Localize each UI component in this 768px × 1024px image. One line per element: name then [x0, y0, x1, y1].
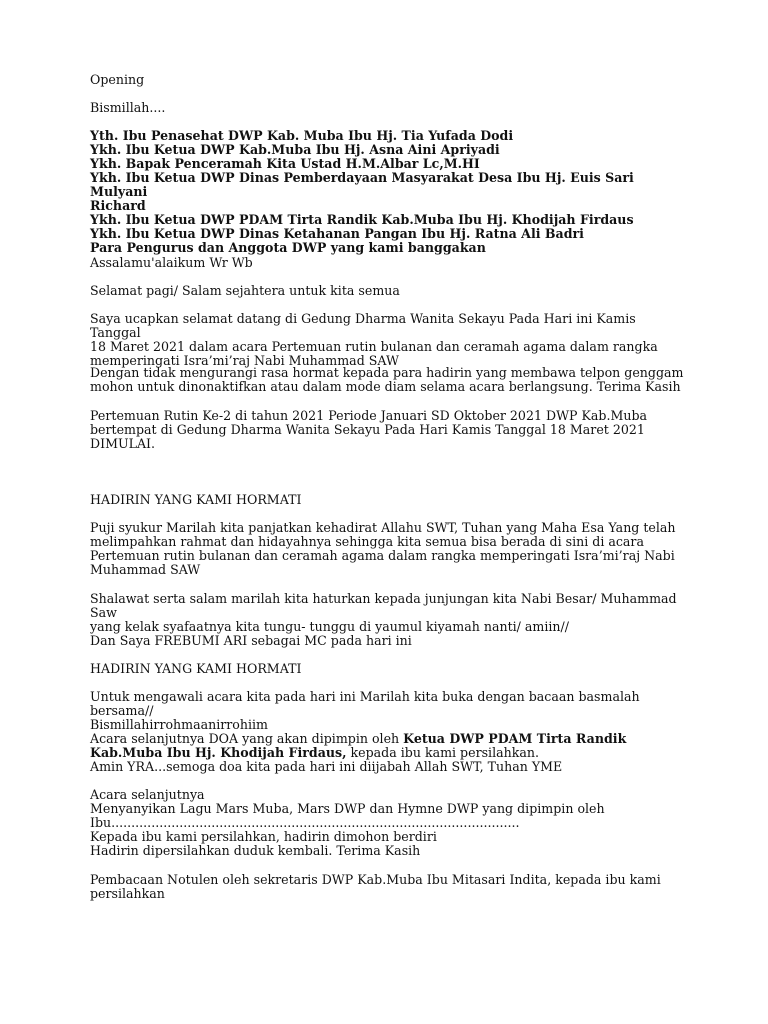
paragraph-line: yang kelak syafaatnya kita tungu- tunggu di yaumul kiyamah nanti/ amiin// — [90, 619, 570, 634]
heading-line: HADIRIN YANG KAMI HORMATI — [90, 661, 302, 676]
salam-text — [90, 256, 690, 270]
paragraph-line: Pembacaan Notulen oleh sekretaris DWP Kab.Muba Ibu Mitasari Indita, kepada ibu kami — [90, 872, 661, 887]
paragraph-line: Shalawat serta salam marilah kita haturkan kepada junjungan kita Nabi Besar/ Muhammad Saw — [90, 591, 677, 620]
paragraph-line: melimpahkan rahmat dan hidayahnya sehingga kita semua bisa berada di sini di acara — [90, 534, 644, 549]
paragraph-line: Menyanyikan Lagu Mars Muba, Mars DWP dan Hymne DWP yang dipimpin oleh — [90, 801, 605, 816]
mars-paragraph — [90, 788, 690, 858]
paragraph-line: Kepada ibu kami persilahkan, hadirin dimohon berdiri — [90, 829, 437, 844]
mars-leader-blank: ...................................................................................................... — [111, 815, 520, 830]
pagi-text — [90, 284, 690, 298]
doa-paragraph — [90, 732, 690, 774]
paragraph-line: Hadirin dipersilahkan duduk kembali. Terima Kasih — [90, 843, 421, 858]
syukur-paragraph — [90, 521, 690, 577]
doa-line-1 — [90, 732, 690, 746]
greeting-line: Ykh. Ibu Ketua DWP PDAM Tirta Randik Kab.Muba Ibu Hj. Khodijah Firdaus — [90, 212, 634, 227]
mars-leader-label: Ibu — [90, 815, 112, 830]
doa-leader-text: Ketua DWP PDAM Tirta Randik — [403, 731, 627, 746]
greeting-line: Richard — [90, 198, 146, 213]
hadirin-heading-2 — [90, 662, 690, 676]
paragraph-line: memperingati Isra’mi’raj Nabi Muhammad SAW — [90, 353, 399, 368]
paragraph-line: bertempat di Gedung Dharma Wanita Sekayu Pada Hari Kamis Tanggal 18 Maret 2021 — [90, 422, 645, 437]
bismillah-line: Bismillah.... — [90, 100, 166, 115]
notulen-paragraph — [90, 873, 690, 901]
phones-paragraph — [90, 366, 690, 394]
greetings-block — [90, 129, 690, 255]
greeting-line: Ykh. Ibu Ketua DWP Kab.Muba Ibu Hj. Asna Aini Apriyadi — [90, 142, 500, 157]
salam-line: Assalamu'alaikum Wr Wb — [90, 255, 253, 270]
paragraph-line: mohon untuk dinonaktifkan atau dalam mode diam selama acara berlangsung. Terima Kasih — [90, 379, 681, 394]
mars-leader-line — [90, 816, 690, 830]
greeting-line: Ykh. Ibu Ketua DWP Dinas Ketahanan Pangan Ibu Hj. Ratna Ali Badri — [90, 226, 584, 241]
doa-intro-text: Acara selanjutnya DOA yang akan dipimpin oleh — [90, 731, 404, 746]
doa-leader-name: Kab.Muba Ibu Hj. Khodijah Firdaus, — [90, 745, 347, 760]
bismillah-text — [90, 101, 690, 115]
greeting-line: Yth. Ibu Penasehat DWP Kab. Muba Ibu Hj. Tia Yufada Dodi — [90, 128, 514, 143]
doa-invite-text: kepada ibu kami persilahkan. — [346, 745, 539, 760]
pagi-line: Selamat pagi/ Salam sejahtera untuk kita semua — [90, 283, 400, 298]
mc-text — [90, 634, 690, 648]
paragraph-line: Pertemuan rutin bulanan dan ceramah agama dalam rangka memperingati Isra’mi’raj Nabi — [90, 548, 675, 563]
paragraph-line: Acara selanjutnya — [90, 787, 205, 802]
greeting-line: Ykh. Ibu Ketua DWP Dinas Pemberdayaan Masyarakat Desa Ibu Hj. Euis Sari Mulyani — [90, 170, 634, 199]
paragraph-line: 18 Maret 2021 dalam acara Pertemuan rutin bulanan dan ceramah agama dalam rangka — [90, 339, 658, 354]
meeting-paragraph — [90, 409, 690, 451]
mc-line: Dan Saya FREBUMI ARI sebagai MC pada hari ini — [90, 633, 412, 648]
hadirin-heading-1 — [90, 493, 690, 507]
paragraph-line: Dengan tidak mengurangi rasa hormat kepada para hadirin yang membawa telpon genggam — [90, 365, 684, 380]
heading-line: HADIRIN YANG KAMI HORMATI — [90, 492, 302, 507]
paragraph-line: Pertemuan Rutin Ke-2 di tahun 2021 Periode Januari SD Oktober 2021 DWP Kab.Muba — [90, 408, 648, 423]
doa-line-3: Amin YRA...semoga doa kita pada hari ini diijabah Allah SWT, Tuhan YME — [90, 759, 563, 774]
doa-line-2 — [90, 746, 690, 760]
greeting-line: Para Pengurus dan Anggota DWP yang kami banggakan — [90, 240, 486, 255]
paragraph-line: Bismillahirrohmaanirrohiim — [90, 717, 268, 732]
paragraph-line: persilahkan — [90, 886, 165, 901]
paragraph-line: Puji syukur Marilah kita panjatkan kehadirat Allahu SWT, Tuhan yang Maha Esa Yang telah — [90, 520, 676, 535]
paragraph-line: Saya ucapkan selamat datang di Gedung Dharma Wanita Sekayu Pada Hari ini Kamis Tanggal — [90, 311, 636, 340]
paragraph-line: Muhammad SAW — [90, 562, 201, 577]
basmalah-paragraph — [90, 690, 690, 732]
shalawat-paragraph — [90, 592, 690, 634]
opening-line: Opening — [90, 72, 145, 87]
paragraph-line: DIMULAI. — [90, 436, 156, 451]
opening-text — [90, 73, 690, 87]
welcome-paragraph — [90, 312, 690, 368]
greeting-line: Ykh. Bapak Penceramah Kita Ustad H.M.Albar Lc,M.HI — [90, 156, 480, 171]
paragraph-line: Untuk mengawali acara kita pada hari ini Marilah kita buka dengan bacaan basmalah bersama// — [90, 689, 640, 718]
